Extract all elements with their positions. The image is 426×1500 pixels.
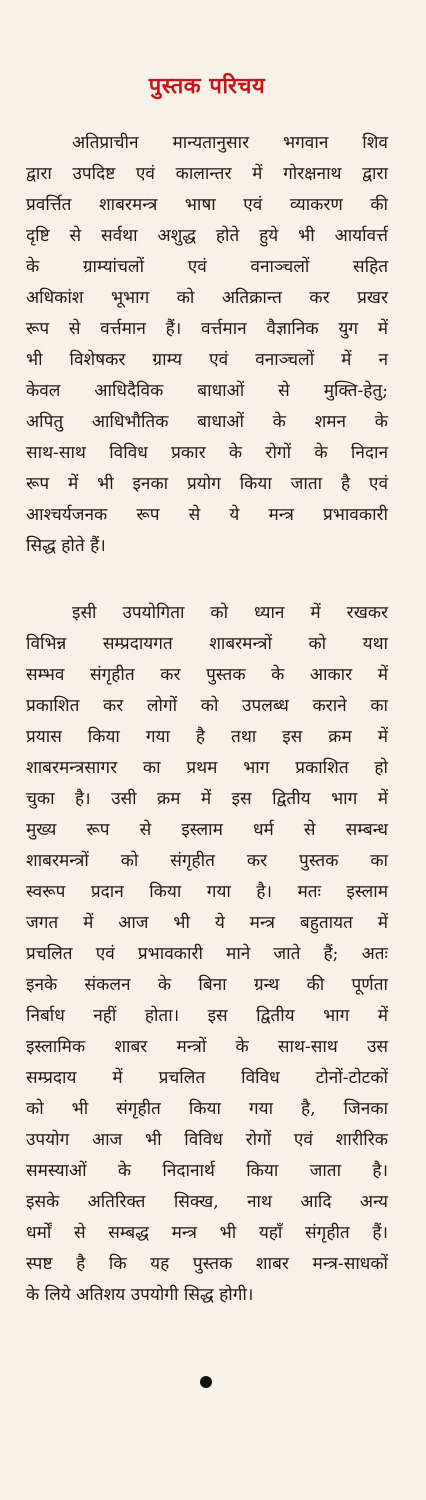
text-line: जगत में आज भी ये मन्त्र बहुतायत में — [26, 913, 388, 933]
paragraph-gap — [26, 562, 388, 598]
text-line: दृष्टि से सर्वथा अशुद्ध होते हुये भी आर्यावर्त्त — [26, 226, 388, 246]
text-line: निर्बाध नहीं होता। इस द्वितीय भाग में — [26, 1006, 388, 1026]
text-line: आश्चर्यजनक रूप से ये मन्त्र प्रभावकारी — [26, 505, 388, 525]
text-line: समस्याओं के निदानार्थ किया जाता है। — [26, 1161, 388, 1181]
text-line: चुका है। उसी क्रम में इस द्वितीय भाग में — [26, 789, 388, 809]
text-line: अधिकांश भूभाग को अतिक्रान्त कर प्रखर — [26, 288, 388, 308]
text-line: प्रयास किया गया है तथा इस क्रम में — [26, 727, 388, 747]
text-line: प्रचलित एवं प्रभावकारी माने जाते हैं; अतः — [26, 944, 388, 964]
text-line: मुख्य रूप से इस्लाम धर्म से सम्बन्ध — [26, 820, 388, 840]
text-line: विभिन्न सम्प्रदायगत शाबरमन्त्रों को यथा — [26, 634, 388, 654]
text-line: इसके अतिरिक्त सिक्ख, नाथ आदि अन्य — [26, 1192, 388, 1212]
text-line: सम्भव संगृहीत कर पुस्तक के आकार में — [26, 665, 388, 685]
text-line: धर्मों से सम्बद्ध मन्त्र भी यहाँ संगृहीत हैं। — [26, 1223, 388, 1243]
text-line: इनके संकलन के बिना ग्रन्थ की पूर्णता — [26, 975, 388, 995]
text-line: स्वरूप प्रदान किया गया है। मतः इस्लाम — [26, 882, 388, 902]
text-line: रूप में भी इनका प्रयोग किया जाता है एवं — [26, 474, 388, 494]
text-line: सम्प्रदाय में प्रचलित विविध टोनों-टोटकों — [26, 1068, 388, 1088]
text-line: सिद्ध होते हैं। — [26, 536, 106, 556]
text-line: प्रवर्त्तित शाबरमन्त्र भाषा एवं व्याकरण की — [26, 195, 388, 215]
text-line: शाबरमन्त्रों को संगृहीत कर पुस्तक का — [26, 851, 388, 871]
text-line: इसी उपयोगिता को ध्यान में रखकर — [72, 603, 388, 623]
text-line: प्रकाशित कर लोगों को उपलब्ध कराने का — [26, 696, 388, 716]
text-line: के ग्राम्यांचलों एवं वनाञ्चलों सहित — [26, 257, 388, 277]
end-bullet — [200, 1376, 212, 1388]
text-line: शाबरमन्त्रसागर का प्रथम भाग प्रकाशित हो — [26, 758, 388, 778]
text-line: द्वारा उपदिष्ट एवं कालान्तर में गोरक्षनाथ द्वारा — [26, 164, 388, 184]
text-line: उपयोग आज भी विविध रोगों एवं शारीरिक — [26, 1130, 388, 1150]
text-line: भी विशेषकर ग्राम्य एवं वनाञ्चलों में न — [26, 350, 388, 370]
paragraph-1 — [26, 128, 388, 562]
text-line: रूप से वर्त्तमान हैं। वर्त्तमान वैज्ञानिक युग में — [26, 319, 388, 339]
text-line: के लिये अतिशय उपयोगी सिद्ध होगी। — [26, 1285, 254, 1305]
text-line: इस्लामिक शाबर मन्त्रों के साथ-साथ उस — [26, 1037, 388, 1057]
text-line: को भी संगृहीत किया गया है, जिनका — [26, 1099, 388, 1119]
text-line: अपितु आधिभौतिक बाधाओं के शमन के — [26, 412, 388, 432]
text-line: केवल आधिदैविक बाधाओं से मुक्ति-हेतु; — [26, 381, 388, 401]
paragraph-2 — [26, 598, 388, 1311]
text-line: साथ-साथ विविध प्रकार के रोगों के निदान — [26, 443, 388, 463]
page-title: पुस्तक परिचय — [148, 73, 266, 99]
text-line: स्पष्ट है कि यह पुस्तक शाबर मन्त्र-साधकों — [26, 1254, 388, 1274]
text-line: अतिप्राचीन मान्यतानुसार भगवान शिव — [72, 133, 388, 153]
